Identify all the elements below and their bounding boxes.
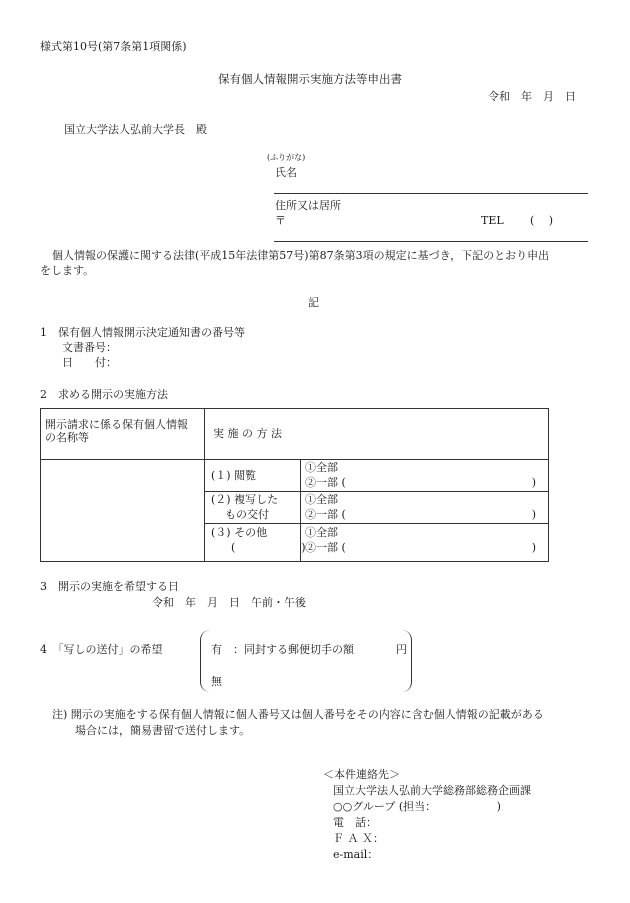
header-left-line1: 開示請求に係る保有個人情報 <box>45 418 188 431</box>
section2-heading: 2 求める開示の実施方法 <box>40 388 168 401</box>
table-header-right <box>205 409 549 460</box>
option-no[interactable]: 無 <box>211 675 222 688</box>
furigana-label: (ふりがな) <box>267 153 306 162</box>
intro-line2: をします。 <box>40 264 95 277</box>
header-right: 実 施 の 方 法 <box>213 427 282 441</box>
option-all[interactable]: ①全部 <box>305 461 338 474</box>
method-label: (３) その他 <box>211 526 268 539</box>
contact-phone: 電 話： <box>333 816 377 829</box>
method-options-cell <box>301 524 549 562</box>
ki-mark: 記 <box>308 296 319 309</box>
contact-heading: ＜本件連絡先＞ <box>323 768 400 781</box>
delivery-options-bracket <box>200 630 412 692</box>
section4-heading: 4 「写しの送付」の希望 <box>40 643 163 656</box>
address-underline <box>274 241 588 242</box>
form-title: 保有個人情報開示実施方法等申出書 <box>218 72 402 86</box>
method-label-cell <box>205 460 301 492</box>
method-label-cell <box>205 492 301 524</box>
option-all[interactable]: ①全部 <box>305 493 338 506</box>
document-name-cell[interactable] <box>41 460 205 562</box>
intro-line1: 個人情報の保護に関する法律(平成15年法律第57号)第87条第3項の規定に基づき，下記のとおり申出 <box>52 249 550 262</box>
date-line: 令和 年 月 日 <box>488 90 576 103</box>
tel-paren: ( ) <box>530 214 554 227</box>
postal-mark: 〒 <box>275 214 286 227</box>
doc-date-label: 日 付： <box>62 356 117 369</box>
form-number: 様式第10号(第7条第1項関係) <box>40 40 187 53</box>
section3-heading: 3 開示の実施を希望する日 <box>40 580 179 593</box>
method-table <box>40 408 549 562</box>
table-header-left <box>41 409 205 460</box>
section1-heading: 1 保有個人情報開示決定通知書の番号等 <box>40 326 245 339</box>
method-label: (１) 閲覧 <box>211 469 257 482</box>
contact-group: ○○グループ (担当： ) <box>333 800 501 813</box>
option-part[interactable]: ②一部 ( ) <box>305 541 536 554</box>
section3-date-line: 令和 年 月 日 午前・午後 <box>152 596 306 609</box>
tel-label: TEL <box>481 214 504 227</box>
address-label: 住所又は居所 <box>275 199 341 212</box>
option-yes[interactable]: 有 ：同封する郵便切手の額 <box>211 643 354 656</box>
contact-fax: Ｆ Ａ Ｘ： <box>333 832 384 845</box>
note-line1: 注) 開示の実施をする保有個人情報に個人番号又は個人番号をその内容に含む個人情報の記載がある <box>52 708 544 721</box>
name-label: 氏名 <box>275 166 297 179</box>
method-label-cell <box>205 524 306 562</box>
note-line2: 場合には，簡易書留で送付します。 <box>75 724 251 737</box>
doc-number-label: 文書番号： <box>62 341 117 354</box>
name-underline <box>274 193 588 194</box>
method-label: (２) 複写した <box>211 493 279 506</box>
addressee: 国立大学法人弘前大学長 殿 <box>64 123 207 136</box>
option-all[interactable]: ①全部 <box>305 526 338 539</box>
option-part[interactable]: ②一部 ( ) <box>305 508 536 521</box>
contact-org: 国立大学法人弘前大学総務部総務企画課 <box>333 784 531 797</box>
yen-unit: 円 <box>396 643 407 656</box>
method-options-cell <box>301 492 549 524</box>
method-options-cell <box>301 460 549 492</box>
method-label-sub: もの交付 <box>225 508 269 521</box>
method-other-input[interactable]: ( ) <box>231 541 306 554</box>
header-left-line2: の名称等 <box>45 431 89 445</box>
option-part[interactable]: ②一部 ( ) <box>305 476 536 489</box>
contact-email: e-mail： <box>333 848 379 861</box>
